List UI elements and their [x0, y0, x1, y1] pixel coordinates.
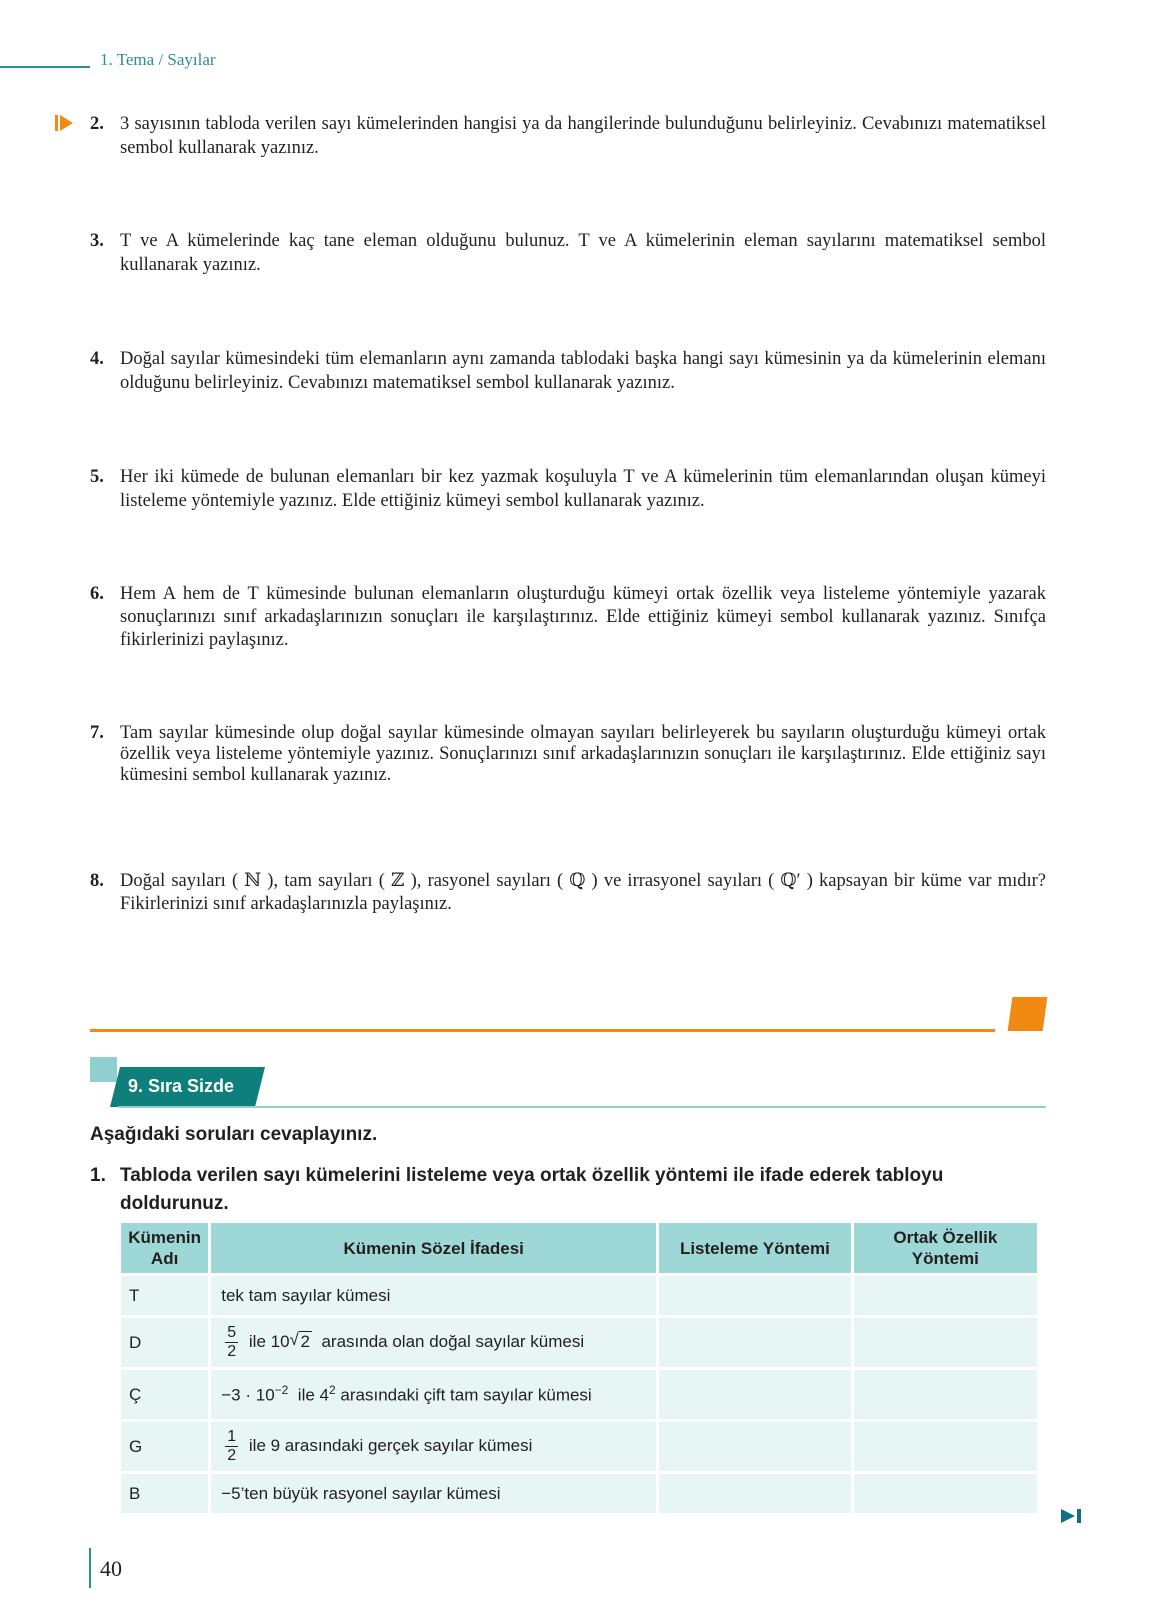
table-row: [121, 1318, 1037, 1367]
task-number: 1.: [90, 1165, 106, 1186]
question-3: [90, 229, 1046, 277]
question-text: T ve A kümelerinde kaç tane eleman olduğunu bulunuz. T ve A kümelerinin eleman sayılarını matematiksel sembol kullanarak yazınız.: [120, 231, 1046, 275]
set-description: [211, 1318, 656, 1367]
question-text: Her iki kümede de bulunan elemanları bir kez yazmak koşuluyla T ve A kümelerinin tüm elemanlarından oluşan kümeyi listeleme yöntemiyle yazınız. Elde ettiğiniz kümeyi sembol kullanarak yazınız.: [120, 467, 1046, 511]
number-sets-table: [118, 1220, 1040, 1516]
set-description: [211, 1370, 656, 1419]
question-number: 3.: [90, 231, 104, 251]
property-cell[interactable]: [854, 1276, 1037, 1315]
set-name: Ç: [121, 1370, 208, 1419]
listing-cell[interactable]: [659, 1422, 851, 1471]
text-segment: −3 · 10: [221, 1385, 275, 1405]
set-name: B: [121, 1474, 208, 1513]
set-description: tek tam sayılar kümesi: [211, 1276, 656, 1315]
question-8: [90, 870, 1046, 916]
question-number: 2.: [90, 114, 104, 134]
listing-cell[interactable]: [659, 1276, 851, 1315]
set-description: [211, 1422, 656, 1471]
task-text: Tabloda verilen sayı kümelerini listeleme veya ortak özellik yöntemi ile ifade ederek tabloyu doldurunuz.: [120, 1165, 944, 1214]
property-cell[interactable]: [854, 1318, 1037, 1367]
listing-cell[interactable]: [659, 1318, 851, 1367]
set-description: −5’ten büyük rasyonel sayılar kümesi: [211, 1474, 656, 1513]
text-segment: arasında olan doğal sayılar kümesi: [321, 1331, 585, 1351]
section-badge-accent: [90, 1057, 117, 1082]
page-number-rule: [89, 1548, 91, 1588]
exponent: −2: [274, 1383, 289, 1398]
col-header-property: Ortak Özellik Yöntemi: [854, 1223, 1037, 1273]
text-segment: ile 10: [248, 1331, 290, 1351]
section-divider: [90, 1029, 995, 1032]
section-title: 9. Sıra Sizde: [128, 1076, 235, 1096]
question-text: Tam sayılar kümesinde olup doğal sayılar kümesinde olmayan sayıları belirleyerek bu sayıların oluşturduğu kümeyi ortak özellik veya listeleme yöntemiyle yazınız. Sonuçlarınızı sınıf arkadaşlarınızın sonuçları ile karşılaştırınız. Elde ettiğiniz sayı kümesini sembol kullanarak yazınız.: [120, 723, 1046, 785]
fraction: $\frac{1}{2}$: [227, 1428, 237, 1464]
question-4: [90, 347, 1046, 395]
play-arrow-icon: [55, 113, 73, 133]
text-segment: ile 4: [297, 1385, 329, 1405]
page-number: 40: [100, 1556, 122, 1581]
question-number: 6.: [90, 584, 104, 604]
table-row: [121, 1370, 1037, 1419]
col-header-verbal: Kümenin Sözel İfadesi: [211, 1223, 656, 1273]
text-segment: arasındaki çift tam sayılar kümesi: [340, 1385, 592, 1405]
exponent: 2: [328, 1383, 336, 1398]
header-title: 1. Tema / Sayılar: [100, 50, 216, 69]
question-text: Doğal sayıları ( ℕ ), tam sayıları ( ℤ ), rasyonel sayıları ( ℚ ) ve irrasyonel sayıları ( ℚ′ ) kapsayan bir küme var mıdır? Fikirlerinizi sınıf arkadaşlarınızla paylaşınız.: [120, 871, 1046, 914]
square-root: √ 2: [289, 1329, 310, 1351]
fraction: $\frac{5}{2}$: [227, 1324, 237, 1360]
question-number: 7.: [90, 723, 104, 743]
question-6: [90, 583, 1046, 652]
property-cell[interactable]: [854, 1370, 1037, 1419]
property-cell[interactable]: [854, 1422, 1037, 1471]
listing-cell[interactable]: [659, 1370, 851, 1419]
listing-cell[interactable]: [659, 1474, 851, 1513]
col-header-listing: Listeleme Yöntemi: [659, 1223, 851, 1273]
divider-marker: [1008, 997, 1048, 1031]
table-row: [121, 1276, 1037, 1315]
question-text: Doğal sayılar kümesindeki tüm elemanların aynı zamanda tablodaki başka hangi sayı kümesinin ya da kümelerinin elemanı olduğunu belirleyiniz. Cevabınızı matematiksel sembol kullanarak yazınız.: [120, 349, 1046, 393]
question-2: [90, 112, 1046, 160]
set-name: T: [121, 1276, 208, 1315]
section-rule: [118, 1106, 1046, 1108]
table-row: [121, 1474, 1037, 1513]
header-rule: [0, 66, 90, 68]
question-number: 4.: [90, 349, 104, 369]
table-row: [121, 1422, 1037, 1471]
section-instruction: Aşağıdaki soruları cevaplayınız.: [90, 1124, 378, 1145]
question-7: [90, 723, 1046, 786]
property-cell[interactable]: [854, 1474, 1037, 1513]
set-name: D: [121, 1318, 208, 1367]
next-page-icon[interactable]: [1061, 1507, 1083, 1525]
set-name: G: [121, 1422, 208, 1471]
question-text: Hem A hem de T kümesinde bulunan elemanların oluşturduğu kümeyi ortak özellik veya listeleme yöntemiyle yazarak sonuçlarınızı sınıf arkadaşlarınızın sonuçları ile karşılaştırınız. Elde ettiğiniz kümeyi sembol kullanarak yazınız. Sınıfça fikirlerinizi paylaşınız.: [120, 584, 1046, 650]
question-5: [90, 465, 1046, 513]
text-segment: ile 9 arasındaki gerçek sayılar kümesi: [248, 1435, 533, 1455]
question-text: 3 sayısının tabloda verilen sayı kümelerinden hangisi ya da hangilerinde bulunduğunu belirleyiniz. Cevabınızı matematiksel sembol kullanarak yazınız.: [120, 114, 1046, 158]
question-number: 8.: [90, 871, 104, 891]
col-header-name: Kümenin Adı: [121, 1223, 208, 1273]
task-1: [90, 1162, 1046, 1218]
question-number: 5.: [90, 467, 104, 487]
